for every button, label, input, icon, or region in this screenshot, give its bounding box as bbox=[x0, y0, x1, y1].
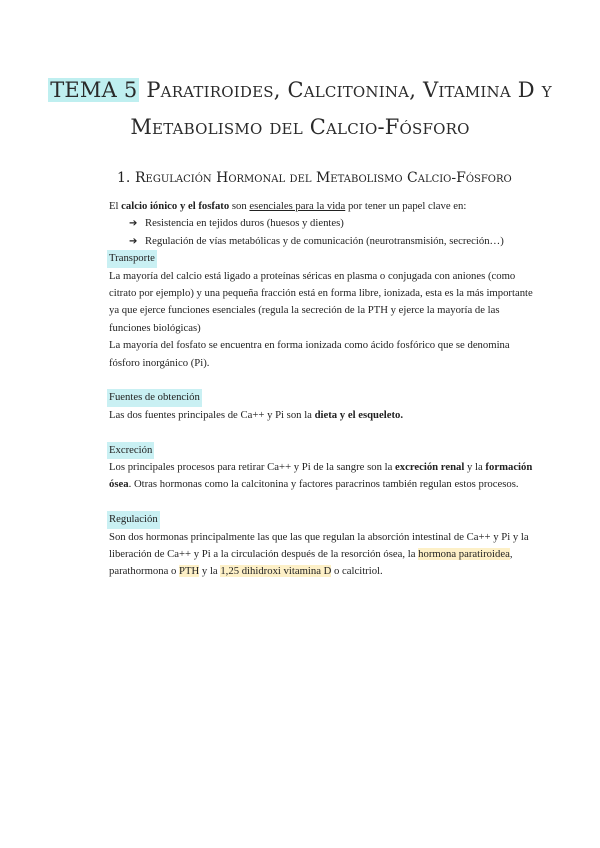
list-item bbox=[129, 233, 534, 250]
spacer bbox=[109, 372, 534, 389]
excrecion-bold-term-2: formación ósea bbox=[109, 461, 533, 491]
excrecion-text-mid: y la bbox=[464, 461, 486, 474]
transporte-paragraph-1: La mayoría del calcio está ligado a proteínas séricas en plasma o conjugada con aniones (como citrato por ejemplo) y una pequeña fracción está en forma libre, ionizada, esta es la más importante ya que ejerce funciones esenciales (regula la secreción de la PTH y ejerce la mayoría de las funciones biológicas) bbox=[109, 269, 533, 334]
intro-text-end: por tener un papel clave en: bbox=[345, 200, 467, 212]
regulacion-text-mid-1: , parathormona o bbox=[109, 548, 513, 578]
title-line1: Paratiroides, Calcitonina, Vitamina D y bbox=[146, 78, 552, 102]
bullet-text: Regulación de vías metabólicas y de comunicación (neurotransmisión, secreción…) bbox=[145, 234, 504, 247]
highlight-pth: PTH bbox=[179, 565, 200, 578]
regulacion-text-mid-2: y la bbox=[199, 565, 221, 578]
highlight-pth-name: hormona paratiroidea bbox=[418, 548, 510, 561]
fuentes-paragraph bbox=[109, 407, 534, 424]
highlight-vitamin-d: 1,25 dihidroxi vitamina D bbox=[220, 565, 332, 578]
transporte-paragraph-2: La mayoría del fosfato se encuentra en forma ionizada como ácido fosfórico que se denomina fósforo inorgánico (Pi). bbox=[109, 339, 510, 369]
intro-bold-term: calcio iónico y el fosfato bbox=[121, 200, 230, 212]
document-body bbox=[109, 198, 534, 581]
section-title: Regulación Hormonal del Metabolismo Calcio-Fósforo bbox=[135, 170, 512, 186]
spacer bbox=[109, 494, 534, 511]
document-title bbox=[40, 72, 560, 146]
excrecion-paragraph bbox=[109, 459, 534, 494]
title-line2: Metabolismo del Calcio-Fósforo bbox=[130, 115, 470, 139]
regulacion-heading: Regulación bbox=[107, 511, 160, 528]
list-item bbox=[129, 215, 534, 232]
fuentes-text: Las dos fuentes principales de Ca++ y Pi son la bbox=[109, 408, 315, 421]
bullet-list bbox=[109, 215, 534, 250]
regulacion-text-end: o calcitriol. bbox=[331, 565, 383, 578]
excrecion-text-start: Los principales procesos para retirar Ca++ y Pi de la sangre son la bbox=[109, 461, 395, 474]
arrow-icon: ➔ bbox=[129, 235, 138, 247]
transporte-heading: Transporte bbox=[107, 250, 157, 267]
regulacion-heading-line bbox=[109, 511, 534, 528]
intro-paragraph bbox=[109, 198, 534, 215]
section-number: 1. bbox=[117, 170, 131, 186]
excrecion-text-end: . Otras hormonas como la calcitonina y factores paracrinos también regulan estos procesos. bbox=[128, 478, 519, 491]
intro-underlined-term: esenciales para la vida bbox=[249, 200, 346, 212]
excrecion-bold-term-1: excreción renal bbox=[394, 461, 465, 474]
intro-text-start: El bbox=[109, 200, 122, 212]
fuentes-heading-line bbox=[109, 389, 534, 406]
bullet-text: Resistencia en tejidos duros (huesos y dientes) bbox=[145, 217, 344, 230]
intro-text-mid: son bbox=[229, 200, 250, 212]
excrecion-heading: Excreción bbox=[107, 442, 154, 459]
regulacion-text-start: Son dos hormonas principalmente las que las que regulan la absorción intestinal de Ca++ y Pi y la liberación de Ca++ y Pi a la circulación después de la resorción ósea, la bbox=[109, 530, 529, 561]
title-tema-label: TEMA 5 bbox=[50, 78, 138, 102]
transporte-heading-line bbox=[109, 250, 534, 267]
arrow-icon: ➔ bbox=[129, 218, 138, 230]
excrecion-heading-line bbox=[109, 442, 534, 459]
spacer bbox=[109, 424, 534, 441]
fuentes-heading: Fuentes de obtención bbox=[107, 389, 202, 406]
fuentes-bold-term: dieta y el esqueleto. bbox=[314, 408, 404, 421]
regulacion-paragraph bbox=[109, 529, 534, 581]
